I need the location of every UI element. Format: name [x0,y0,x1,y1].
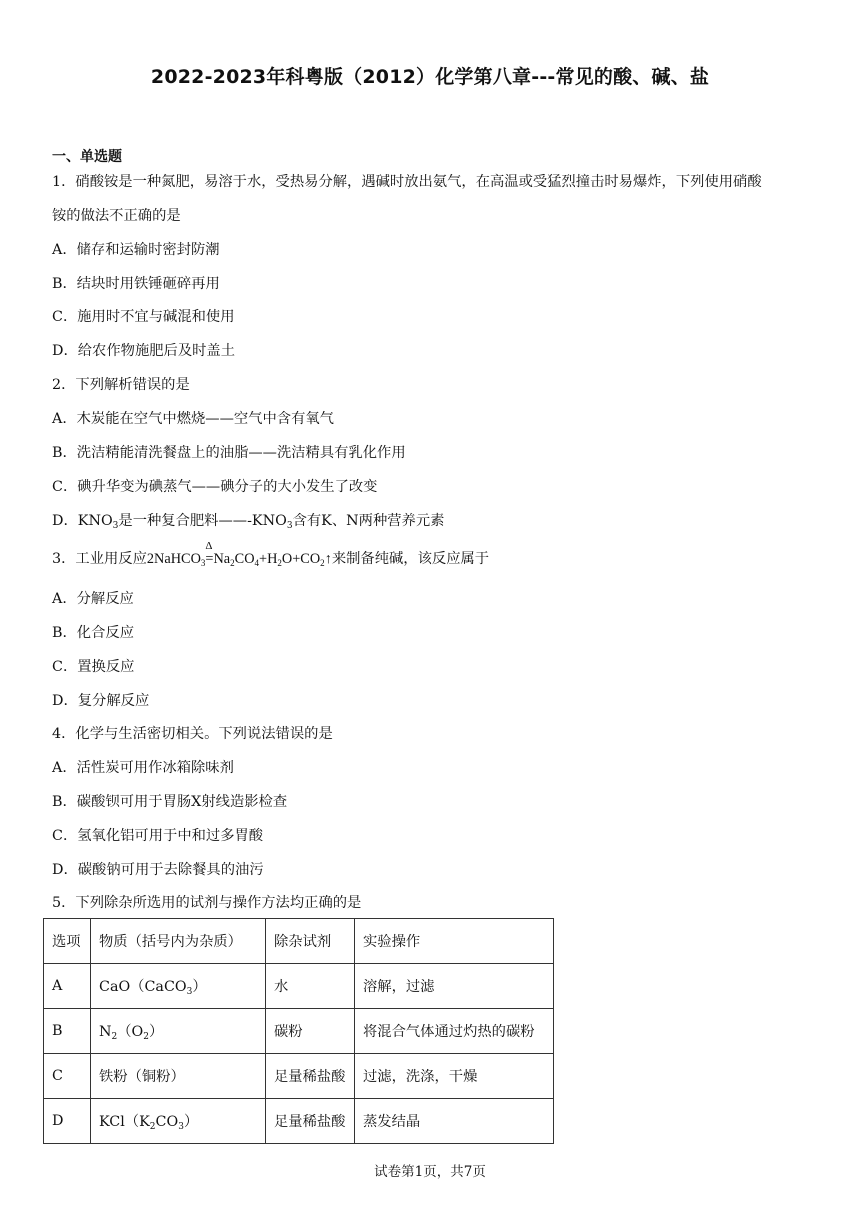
question-3-option-b: B．化合反应 [52,625,134,641]
row-reagent: 碳粉 [266,1009,355,1054]
table-row [44,1054,554,1099]
question-2-option-c: C．碘升华变为碘蒸气——碘分子的大小发生了改变 [52,479,378,495]
question-1-stem-line1: 1．硝酸铵是一种氮肥，易溶于水，受热易分解，遇碱时放出氨气，在高温或受猛烈撞击时易爆炸，下列使用硝酸 [52,174,762,190]
question-3-option-a: A．分解反应 [52,591,134,607]
question-2-option-d: D．$KNO_3$是一种复合肥料$——-KNO_3$含有K、N两种营养元素 [52,513,445,531]
header-substance: 物质（括号内为杂质） [91,919,266,964]
page-footer: 试卷第1页，共7页 [374,1164,486,1180]
question-2-option-b: B．洗洁精能清洗餐盘上的油脂——洗洁精具有乳化作用 [52,445,406,461]
question-3-stem: 3．工业用反应2NaHCO$_3$ Δ $=Na_2CO_4+H_2O+CO_2↑$来制备纯碱，该反应属于 [52,549,489,573]
question-2-option-a: A．木炭能在空气中燃烧——空气中含有氧气 [52,411,334,427]
question-1-option-b: B．结块时用铁锤砸碎再用 [52,276,220,292]
heat-symbol: Δ [205,540,213,552]
chemical-equation: 2NaHCO$_3$ Δ $=Na_2CO_4+H_2O+CO_2↑$ [147,551,332,567]
row-option: A [44,964,91,1009]
table-row [44,964,554,1009]
question-3-option-c: C．置换反应 [52,659,135,675]
question-4-option-b: B．碳酸钡可用于胃肠X射线造影检查 [52,794,288,810]
table-header-row [44,919,554,964]
page-title: 2022-2023年科粤版（2012）化学第八章---常见的酸、碱、盐 [150,66,710,88]
row-reagent: 水 [266,964,355,1009]
question-5-stem: 5．下列除杂所选用的试剂与操作方法均正确的是 [52,895,362,911]
row-operation: 溶解，过滤 [355,964,554,1009]
row-operation: 蒸发结晶 [355,1099,554,1144]
row-operation: 将混合气体通过灼热的碳粉 [355,1009,554,1054]
header-operation: 实验操作 [355,919,554,964]
question-1-option-c: C．施用时不宜与碱混和使用 [52,309,235,325]
row-substance: $N_2(O_2)$ [91,1009,266,1054]
section-heading: 一、单选题 [52,149,122,165]
row-substance: 铁粉（铜粉） [91,1054,266,1099]
header-option: 选项 [44,919,91,964]
question-1-stem-line2: 铵的做法不正确的是 [52,208,181,224]
question-1-option-a: A．储存和运输时密封防潮 [52,242,220,258]
row-operation: 过滤，洗涤，干燥 [355,1054,554,1099]
row-option: D [44,1099,91,1144]
row-substance: $KCl(K_2CO_3)$ [91,1099,266,1144]
row-reagent: 足量稀盐酸 [266,1099,355,1144]
table-row [44,1009,554,1054]
table-row [44,1099,554,1144]
row-option: C [44,1054,91,1099]
row-option: B [44,1009,91,1054]
question-3-option-d: D．复分解反应 [52,693,150,709]
row-reagent: 足量稀盐酸 [266,1054,355,1099]
row-substance: CaO（CaCO$_3$） [91,964,266,1009]
gas-arrow-icon: ↑ [324,551,332,567]
question-4-stem: 4．化学与生活密切相关。下列说法错误的是 [52,726,333,742]
header-reagent: 除杂试剂 [266,919,355,964]
question-2-stem: 2．下列解析错误的是 [52,377,190,393]
question-5-table [43,918,554,1144]
question-4-option-c: C．氢氧化铝可用于中和过多胃酸 [52,828,264,844]
question-4-option-a: A．活性炭可用作冰箱除味剂 [52,760,234,776]
question-4-option-d: D．碳酸钠可用于去除餐具的油污 [52,862,264,878]
question-1-option-d: D．给农作物施肥后及时盖土 [52,343,236,359]
